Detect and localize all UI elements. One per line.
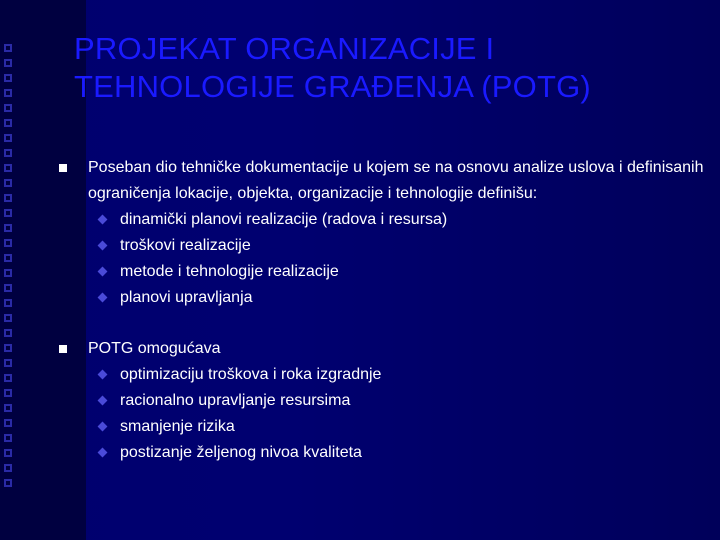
decorative-square: [4, 239, 12, 247]
sub-bullet-item: [88, 259, 708, 285]
sub-bullet-item: [88, 233, 708, 259]
decorative-square: [4, 179, 12, 187]
decorative-square: [4, 44, 12, 52]
square-bullet-icon: [59, 345, 67, 353]
decorative-square: [4, 359, 12, 367]
sub-bullet-text: metode i tehnologije realizacije: [120, 263, 339, 280]
bullet-item-definition: [58, 155, 708, 311]
decorative-square: [4, 299, 12, 307]
diamond-bullet-icon: [98, 267, 108, 277]
decorative-square: [4, 329, 12, 337]
slide-title: [74, 30, 694, 106]
sub-bullet-text: postizanje željenog nivoa kvaliteta: [120, 444, 362, 461]
sub-bullet-item: [88, 207, 708, 233]
decorative-squares: [4, 44, 18, 494]
decorative-square: [4, 434, 12, 442]
decorative-square: [4, 389, 12, 397]
decorative-square: [4, 449, 12, 457]
sub-bullet-text: racionalno upravljanje resursima: [120, 392, 351, 409]
decorative-square: [4, 194, 12, 202]
diamond-bullet-icon: [98, 396, 108, 406]
decorative-square: [4, 89, 12, 97]
sub-bullet-item: [88, 440, 708, 466]
decorative-square: [4, 284, 12, 292]
decorative-square: [4, 149, 12, 157]
decorative-square: [4, 404, 12, 412]
bullet-item-potg: [58, 336, 708, 466]
sub-bullet-text: optimizaciju troškova i roka izgradnje: [120, 366, 382, 383]
decorative-square: [4, 464, 12, 472]
decorative-square: [4, 224, 12, 232]
sub-bullet-item: [88, 388, 708, 414]
slide-title-line-2: TEHNOLOGIJE GRAĐENJA (POTG): [74, 69, 591, 104]
sub-bullet-text: troškovi realizacije: [120, 237, 251, 254]
decorative-square: [4, 209, 12, 217]
bullet-text: POTG omogućava: [88, 340, 221, 357]
diamond-bullet-icon: [98, 422, 108, 432]
sub-bullet-item: [88, 285, 708, 311]
decorative-square: [4, 254, 12, 262]
diamond-bullet-icon: [98, 241, 108, 251]
decorative-square: [4, 59, 12, 67]
diamond-bullet-icon: [98, 370, 108, 380]
bullet-list: [58, 155, 708, 466]
sub-bullet-item: [88, 414, 708, 440]
decorative-square: [4, 314, 12, 322]
decorative-square: [4, 479, 12, 487]
diamond-bullet-icon: [98, 293, 108, 303]
sub-bullet-text: planovi upravljanja: [120, 289, 253, 306]
decorative-square: [4, 419, 12, 427]
decorative-square: [4, 119, 12, 127]
decorative-square: [4, 269, 12, 277]
sub-bullet-text: smanjenje rizika: [120, 418, 235, 435]
bullet-text: Poseban dio tehničke dokumentacije u kojem se na osnovu analize uslova i definisanih ograničenja lokacije, objekta, organizacije i tehnologije definišu:: [88, 159, 704, 202]
sub-bullet-item: [88, 362, 708, 388]
sub-bullet-text: dinamički planovi realizacije (radova i resursa): [120, 211, 448, 228]
decorative-square: [4, 164, 12, 172]
decorative-square: [4, 74, 12, 82]
decorative-square: [4, 374, 12, 382]
decorative-square: [4, 134, 12, 142]
slide-title-line-1: PROJEKAT ORGANIZACIJE I: [74, 31, 495, 66]
decorative-square: [4, 104, 12, 112]
diamond-bullet-icon: [98, 448, 108, 458]
square-bullet-icon: [59, 164, 67, 172]
decorative-square: [4, 344, 12, 352]
diamond-bullet-icon: [98, 215, 108, 225]
